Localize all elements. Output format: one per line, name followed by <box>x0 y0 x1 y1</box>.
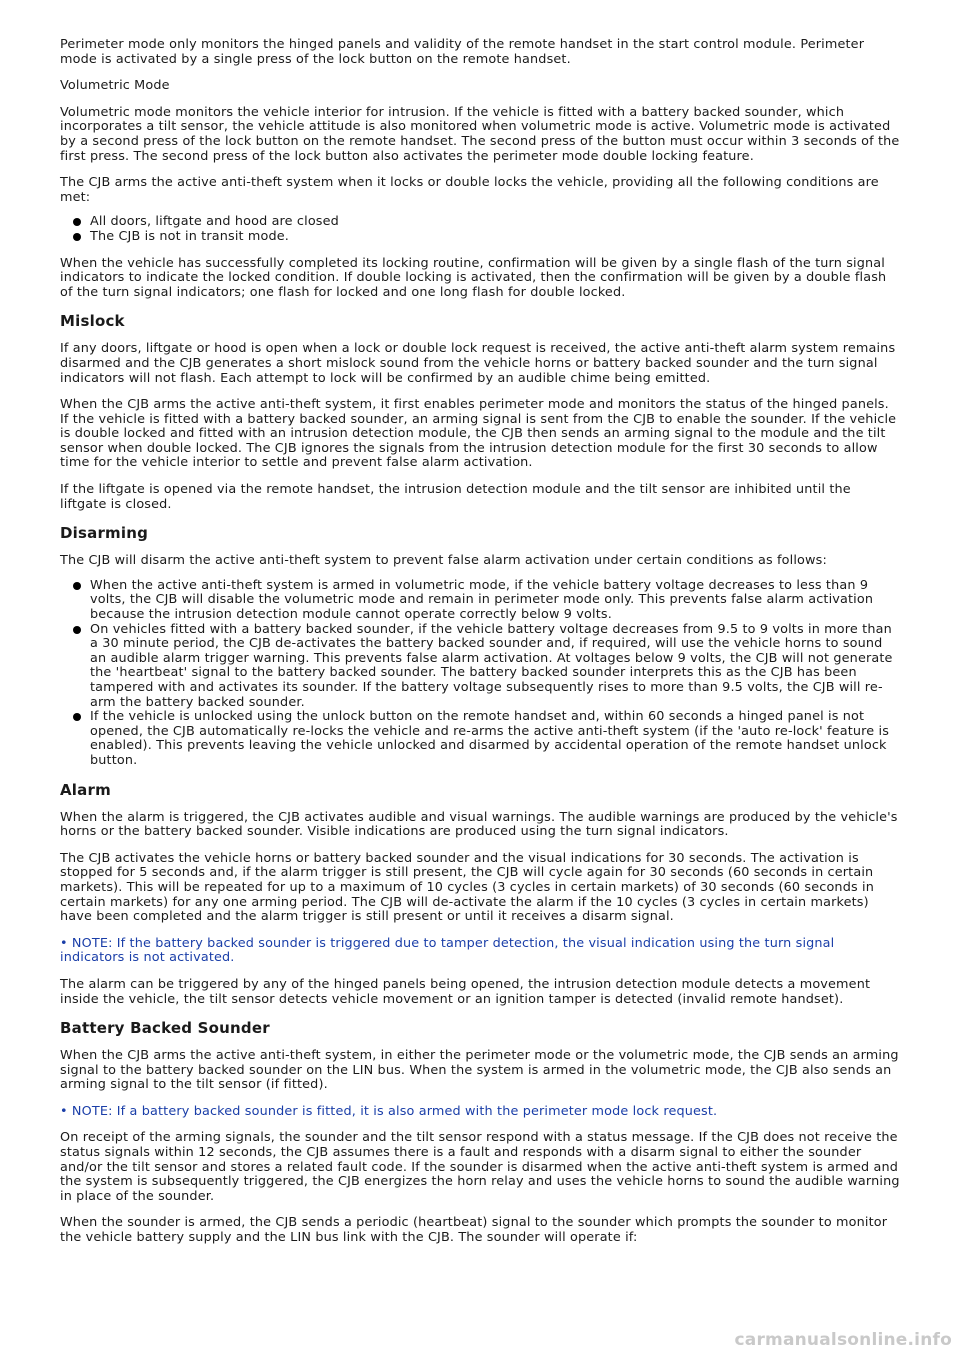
paragraph-mislock-1: If any doors, liftgate or hood is open when a lock or double lock request is received, the active anti-theft alarm system remains disarmed and the CJB generates a short mislock sound from the vehicle horns or battery backed sounder and the turn signal indicators will not flash. Each attempt to lock will be confirmed by an audible chime being emitted. <box>60 341 896 386</box>
document-page <box>60 38 900 1258</box>
paragraph-disarming-1: The CJB will disarm the active anti-theft system to prevent false alarm activation under certain conditions as follows: <box>60 553 827 569</box>
paragraph-alarm-2: The CJB activates the vehicle horns or battery backed sounder and the visual indications for 30 seconds. The activation is stopped for 5 seconds and, if the alarm trigger is still present, the CJB will cycle again for 30 seconds (60 seconds in certain markets). This will be repeated for up to a maximum of 10 cycles (3 cycles in certain markets) of 30 seconds (60 seconds in certain markets) for any one arming period. The CJB will de-activate the alarm if the 10 cycles (3 cycles in certain markets) have been completed and the alarm trigger is still present or until it receives a disarm signal. <box>60 850 874 925</box>
heading-disarming: Disarming <box>60 524 149 543</box>
list-item: The CJB is not in transit mode. <box>90 230 900 245</box>
paragraph-perimeter-mode: Perimeter mode only monitors the hinged panels and validity of the remote handset in the start control module. Perimeter mode is activated by a single press of the lock button on the remote handset. <box>60 37 865 67</box>
list-item: On vehicles fitted with a battery backed sounder, if the vehicle battery voltage decreases from 9.5 to 9 volts in more than a 30 minute period, the CJB de-activates the battery backed sounder and, if required, will use the vehicle horns to sound an audible alarm trigger warning. This prevents false alarm activation. At voltages below 9 volts, the CJB will not generate the 'heartbeat' signal to the battery backed sounder. The battery backed sounder interprets this as the CJB has been tampered with and activates its sounder. If the battery voltage subsequently rises to more than 9.5 volts, the CJB will re-arm the battery backed sounder. <box>90 623 900 711</box>
heading-mislock: Mislock <box>60 312 125 331</box>
paragraph-alarm-1: When the alarm is triggered, the CJB activates audible and visual warnings. The audible warnings are produced by the vehicle's horns or the battery backed sounder. Visible indications are produced using the turn signal indicators. <box>60 809 898 840</box>
paragraph-sounder-2: On receipt of the arming signals, the sounder and the tilt sensor respond with a status message. If the CJB does not receive the status signals within 12 seconds, the CJB assumes there is a fault and responds with a disarm signal to either the sounder and/or the tilt sensor and stores a related fault code. If the sounder is disarmed when the active anti-theft system is armed and the system is subsequently triggered, the CJB energizes the horn relay and uses the vehicle horns to sound the audible warning in place of the sounder. <box>60 1130 900 1204</box>
list-item: All doors, liftgate and hood are closed <box>90 215 900 230</box>
disarming-list <box>60 579 900 769</box>
arming-conditions-list <box>60 215 900 244</box>
paragraph-arming-conditions: The CJB arms the active anti-theft system when it locks or double locks the vehicle, providing all the following conditions are met: <box>60 175 879 205</box>
heading-alarm: Alarm <box>60 780 111 799</box>
paragraph-sounder-1: When the CJB arms the active anti-theft system, in either the perimeter mode or the volumetric mode, the CJB sends an arming signal to the battery backed sounder on the LIN bus. When the system is armed in the volumetric mode, the CJB also sends an arming signal to the tilt sensor (if fitted). <box>60 1048 899 1093</box>
note-alarm: • NOTE: If the battery backed sounder is triggered due to tamper detection, the visual indication using the turn signal indicators is not activated. <box>60 935 835 966</box>
note-sounder: • NOTE: If a battery backed sounder is fitted, it is also armed with the perimeter mode lock request. <box>60 1103 718 1119</box>
heading-battery-backed-sounder: Battery Backed Sounder <box>60 1019 270 1038</box>
paragraph-volumetric-mode: Volumetric mode monitors the vehicle interior for intrusion. If the vehicle is fitted with a battery backed sounder, which incorporates a tilt sensor, the vehicle attitude is also monitored when volumetric mode is active. Volumetric mode is activated by a second press of the lock button on the remote handset. The second press of the button must occur within 3 seconds of the first press. The second press of the lock button also activates the perimeter mode double locking feature. <box>60 104 900 164</box>
paragraph-alarm-3: The alarm can be triggered by any of the hinged panels being opened, the intrusion detection module detects a movement inside the vehicle, the tilt sensor detects vehicle movement or an ignition tamper is detected (invalid remote handset). <box>60 976 871 1007</box>
paragraph-mislock-3: If the liftgate is opened via the remote handset, the intrusion detection module and the tilt sensor are inhibited until the liftgate is closed. <box>60 482 851 512</box>
list-item: When the active anti-theft system is armed in volumetric mode, if the vehicle battery voltage decreases to less than 9 volts, the CJB will disable the volumetric mode and remain in perimeter mode only. This prevents false alarm activation because the intrusion detection module cannot operate correctly below 9 volts. <box>90 579 900 623</box>
paragraph-mislock-2: When the CJB arms the active anti-theft system, it first enables perimeter mode and monitors the status of the hinged panels. If the vehicle is fitted with a battery backed sounder, an arming signal is sent from the CJB to enable the sounder. If the vehicle is double locked and fitted with an intrusion detection module, the CJB then sends an arming signal to the module and the tilt sensor when double locked. The CJB ignores the signals from the intrusion detection module for the first 30 seconds to allow time for the vehicle interior to settle and prevent false alarm activation. <box>60 397 897 471</box>
list-item: If the vehicle is unlocked using the unlock button on the remote handset and, within 60 seconds a hinged panel is not opened, the CJB automatically re-locks the vehicle and re-arms the active anti-theft system (if the 'auto re-lock' feature is enabled). This prevents leaving the vehicle unlocked and disarmed by accidental operation of the remote handset unlock button. <box>90 710 900 768</box>
watermark: carmanualsonline.info <box>734 1330 952 1350</box>
paragraph-volumetric-title: Volumetric Mode <box>60 78 170 94</box>
paragraph-sounder-3: When the sounder is armed, the CJB sends a periodic (heartbeat) signal to the sounder which prompts the sounder to monitor the vehicle battery supply and the LIN bus link with the CJB. The sounder will operate if: <box>60 1215 888 1246</box>
paragraph-lock-confirmation: When the vehicle has successfully completed its locking routine, confirmation will be given by a single flash of the turn signal indicators to indicate the locked condition. If double locking is activated, then the confirmation will be given by a double flash of the turn signal indicators; one flash for locked and one long flash for double locked. <box>60 255 887 300</box>
